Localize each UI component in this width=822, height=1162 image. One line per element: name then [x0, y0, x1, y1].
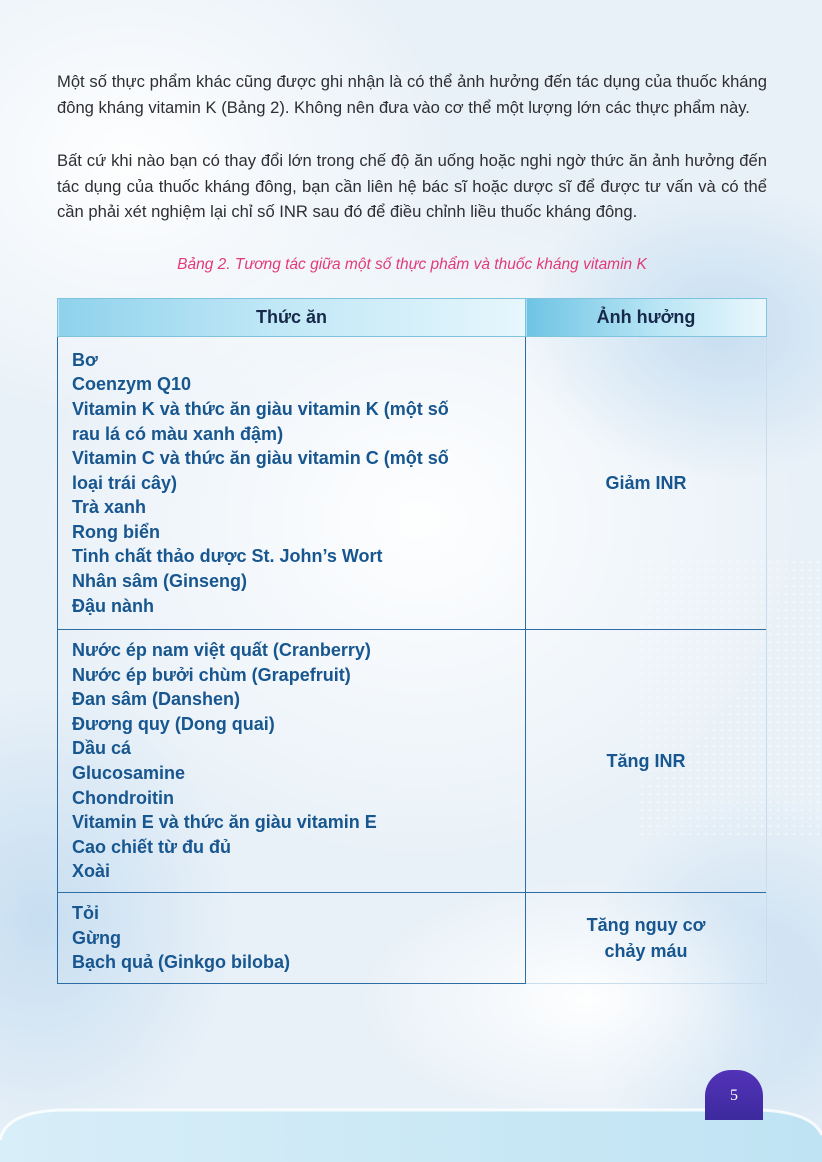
table-header-row: [58, 299, 767, 337]
table-caption: Bảng 2. Tương tác giữa một số thực phẩm và thuốc kháng vitamin K: [177, 256, 647, 273]
effect-cell: [526, 892, 767, 983]
food-item: Trà xanh: [72, 497, 147, 518]
food-item: Cao chiết từ đu đủ: [72, 836, 232, 857]
food-item: loại trái cây): [72, 472, 178, 493]
food-item: Đương quy (Dong quai): [72, 713, 275, 734]
food-item: Tinh chất thảo dược St. John’s Wort: [72, 546, 383, 567]
food-item: Xoài: [72, 861, 111, 882]
advice-paragraph: Bất cứ khi nào bạn có thay đổi lớn trong chế độ ăn uống hoặc nghi ngờ thức ăn ảnh hưởng đến tác dụng của thuốc kháng đông, bạn cần liên hệ bác sĩ hoặc dược sĩ để được tư vấn và có thể cần phải xét nghiệm lại chỉ số INR sau đó để điều chỉnh liều thuốc kháng đông.: [57, 151, 767, 221]
effect-label: chảy máu: [604, 940, 688, 961]
food-item: Coenzym Q10: [72, 374, 192, 395]
food-item: Vitamin E và thức ăn giàu vitamin E: [72, 812, 377, 833]
food-item: Nhân sâm (Ginseng): [72, 571, 248, 592]
header-effect: Ảnh hưởng: [526, 299, 767, 337]
food-item: Tỏi: [72, 903, 99, 924]
food-list-cell: [58, 892, 526, 983]
food-item: Đan sâm (Danshen): [72, 689, 241, 710]
food-item: Đậu nành: [72, 595, 155, 616]
food-item: Dầu cá: [72, 738, 132, 759]
food-item: Bạch quả (Ginkgo biloba): [72, 952, 291, 973]
food-item: rau lá có màu xanh đậm): [72, 423, 284, 444]
food-item: Nước ép nam việt quất (Cranberry): [72, 640, 371, 660]
table-row: [58, 337, 767, 630]
food-interaction-table: [57, 298, 767, 984]
food-item: Bơ: [72, 349, 98, 370]
food-item: Vitamin C và thức ăn giàu vitamin C (một số: [72, 448, 449, 469]
effect-label: Giảm INR: [605, 473, 687, 493]
header-food: Thức ăn: [58, 299, 526, 337]
food-item: Nước ép bưởi chùm (Grapefruit): [72, 664, 351, 685]
food-item: Chondroitin: [72, 787, 174, 808]
table-row: [58, 892, 767, 983]
effect-cell: [526, 630, 767, 893]
effect-label: Tăng INR: [606, 750, 686, 771]
food-item: Gừng: [72, 927, 122, 948]
page-number-badge: 5: [705, 1070, 763, 1120]
effect-label: Tăng nguy cơ: [586, 914, 706, 935]
intro-paragraph: Một số thực phẩm khác cũng được ghi nhận là có thể ảnh hưởng đến tác dụng của thuốc kháng đông kháng vitamin K (Bảng 2). Không nên đưa vào cơ thể một lượng lớn các thực phẩm này.: [57, 72, 767, 117]
table-row: [58, 630, 767, 893]
food-list-cell: [58, 630, 526, 893]
food-item: Glucosamine: [72, 762, 186, 783]
effect-cell: [526, 337, 767, 630]
food-item: Rong biển: [72, 521, 160, 542]
food-list-cell: [58, 337, 526, 630]
food-item: Vitamin K và thức ăn giàu vitamin K (một số: [72, 398, 449, 419]
